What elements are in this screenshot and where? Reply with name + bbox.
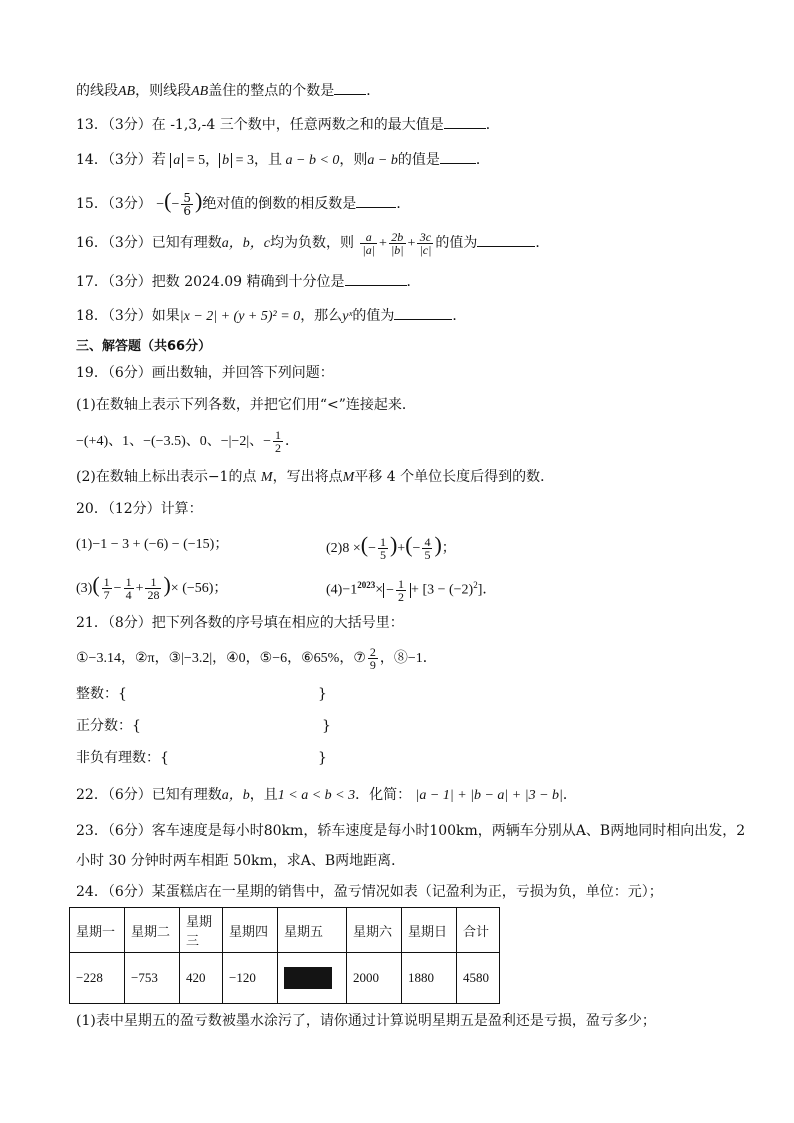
question-19-part1: (1)在数轴上表示下列各数，并把它们用“<”连接起来．	[76, 397, 416, 413]
header-cell: 合计	[457, 908, 500, 953]
question-14: 14．（3分）若 a = 5， b = 3，且 a − b < 0，则a − b的值是 ．	[76, 149, 490, 171]
question-20-expr4: $(4)-1^{2023}\times$ − $\frac{1}{2}$ + $[3 - (-2)^2]$．	[326, 576, 497, 604]
category-positive-fractions: 正分数：{ }	[76, 718, 331, 734]
answer-blank[interactable]	[394, 305, 452, 320]
question-24: 24．（6分）某蛋糕店在一星期的销售中，盈亏情况如表（记盈利为正，亏损为负，单位：元）；	[76, 884, 663, 900]
question-19: 19．（6分）画出数轴，并回答下列问题：	[76, 365, 334, 381]
value-cell: 1880	[402, 953, 457, 1004]
ink-blot	[284, 967, 332, 989]
question-22: 22．（6分）已知有理数a，b，且1 < a < b < 3．化简： |a − 1| + |b − a| + |3 − b|．	[76, 787, 577, 803]
value-cell: −753	[125, 953, 180, 1004]
q12-continuation: 的线段AB，则线段AB盖住的整点的个数是 ．	[76, 80, 380, 102]
question-23: 23．（6分）客车速度是每小时80km，轿车速度是每小时100km，两辆车分别从A、B两地同时相向出发，2	[76, 823, 746, 839]
question-16: 16．（3分）已知有理数a，b，c均为负数，则 $\frac{a}{|a|}$ + $\frac{2b}{|b|}$ + $\frac{3c}{|c|}$ 的值为 ．	[76, 229, 550, 257]
header-cell: 星期二	[125, 908, 180, 953]
question-20: 20．（12分）计算：	[76, 501, 203, 517]
table-header-row	[70, 908, 500, 953]
table-row	[70, 953, 500, 1004]
question-20-expr3: (3)( $\frac{1}{7}$ − $\frac{1}{4}$ + $\frac{1}{28}$ )× (−56)；	[76, 572, 228, 603]
question-21-items: ①−3.14，②π，③|−3.2|，④0，⑤−6，⑥65%，⑦ $\frac{2}{9}$ ，⑧−1．	[76, 645, 437, 673]
header-cell: 星期三	[180, 908, 223, 953]
question-13: 13．（3分）在 -1,3,-4 三个数中，任意两数之和的最大值是 ．	[76, 114, 500, 135]
question-24-part1: (1)表中星期五的盈亏数被墨水涂污了，请你通过计算说明星期五是盈利还是亏损，盈亏多少；	[76, 1013, 656, 1029]
question-18: 18．（3分）如果|x − 2| + (y + 5)² = 0，那么yˣ的值为 ．	[76, 305, 466, 327]
section-heading: 三、解答题（共66分）	[76, 339, 212, 354]
question-19-part2: (2)在数轴上标出表示−1的点 M，写出将点M平移 4 个单位长度后得到的数．	[76, 469, 555, 485]
value-cell: −120	[223, 953, 278, 1004]
question-15: 15．（3分） −(− $\frac{5}{6}$ )绝对值的倒数的相反数是 ．	[76, 188, 411, 218]
header-cell: 星期五	[278, 908, 347, 953]
question-23-line2: 小时 30 分钟时两车相距 50km，求A、B两地距离．	[76, 853, 406, 869]
value-cell: 2000	[347, 953, 402, 1004]
ink-blotted-cell	[278, 953, 347, 1004]
answer-blank[interactable]	[440, 149, 476, 164]
answer-blank[interactable]	[334, 80, 366, 95]
question-20-expr1: (1)−1 − 3 + (−6) − (−15)；	[76, 537, 229, 552]
answer-blank[interactable]	[345, 271, 407, 286]
category-nonnegative-rationals: 非负有理数：{ }	[76, 750, 327, 766]
value-cell: 420	[180, 953, 223, 1004]
question-19-numbers: −(+4)、1、−(−3.5)、0、−|−2|、− $\frac{1}{2}$ ．	[76, 428, 300, 456]
question-20-expr2: (2)8 ×(− $\frac{1}{5}$ )+(− $\frac{4}{5}$ )；	[326, 532, 456, 563]
question-17: 17．（3分）把数 2024.09 精确到十分位是 ．	[76, 271, 421, 292]
value-cell: −228	[70, 953, 125, 1004]
question-21: 21．（8分）把下列各数的序号填在相应的大括号里：	[76, 615, 404, 631]
answer-blank[interactable]	[477, 232, 535, 247]
header-cell: 星期日	[402, 908, 457, 953]
header-cell: 星期六	[347, 908, 402, 953]
header-cell: 星期一	[70, 908, 125, 953]
sales-table	[69, 907, 500, 1004]
value-cell: 4580	[457, 953, 500, 1004]
answer-blank[interactable]	[356, 193, 396, 208]
header-cell: 星期四	[223, 908, 278, 953]
category-integers: 整数：{ }	[76, 686, 327, 702]
answer-blank[interactable]	[444, 114, 486, 129]
